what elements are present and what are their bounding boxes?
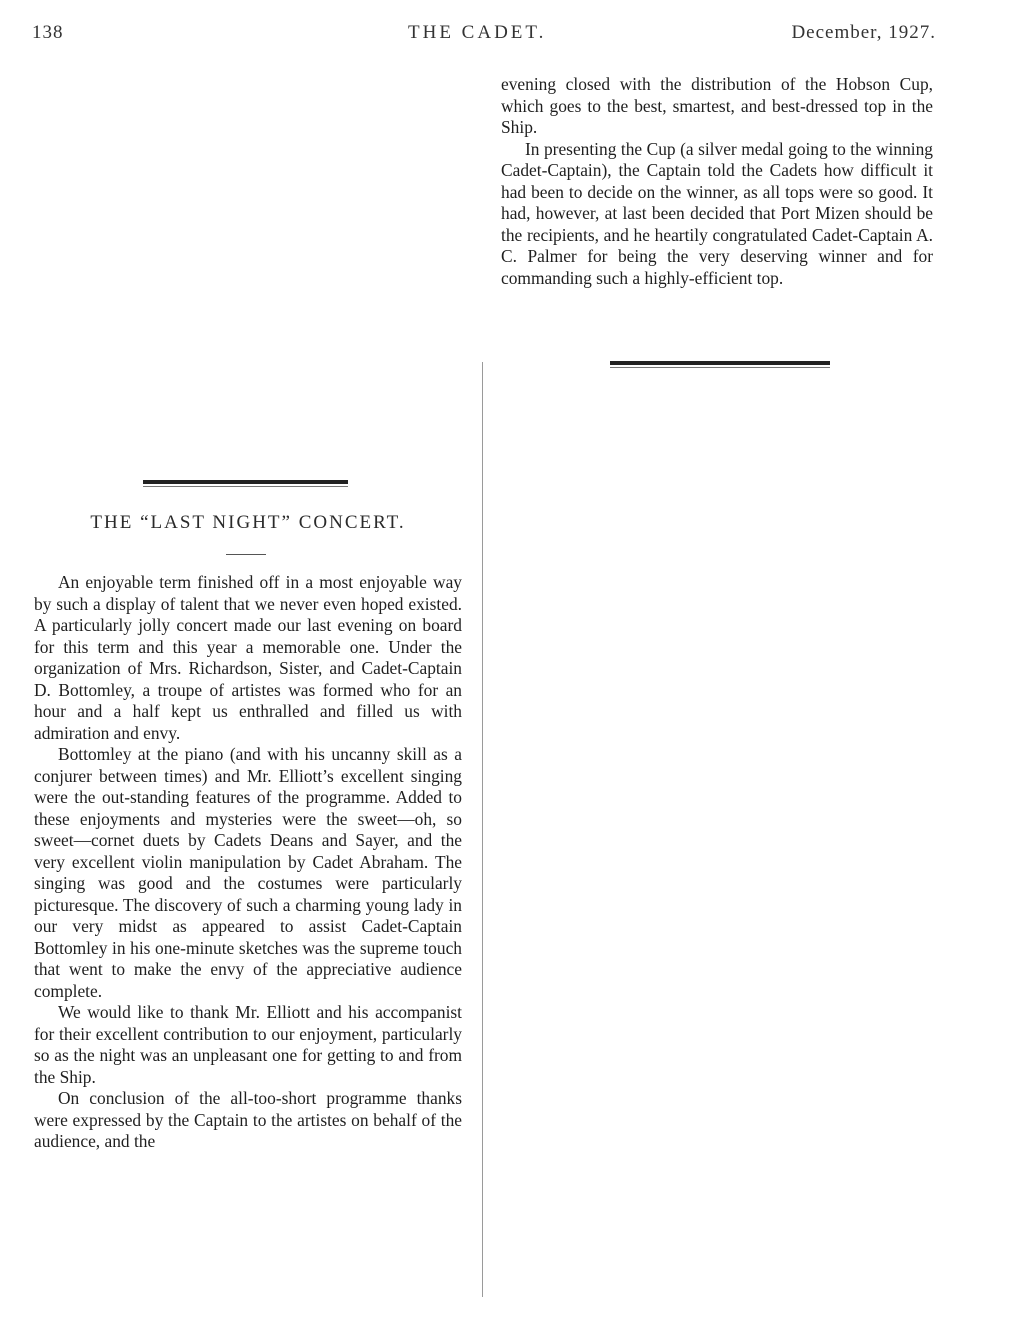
heading-underline [226,554,266,555]
paragraph: In presenting the Cup (a silver medal going to the winning Cadet-Captain), the Captain told the Cadets how difficult it had been to decide on the winner, as all tops were so good. It had, however, at last been decided that Port Mizen should be the recipients, and he heartily congratulated Cadet-Captain A. C. Palmer for being the very deserving winner and for commanding such a highly-efficient top. [501,138,933,288]
column-divider [482,362,483,1297]
section-divider-rule [610,361,830,365]
paragraph: On conclusion of the all-too-short programme thanks were expressed by the Captain to the artistes on behalf of the audience, and the [34,1088,462,1151]
journal-title: THE CADET. [408,22,547,43]
paragraph: An enjoyable term finished off in a most enjoyable way by such a display of talent that we never even hoped existed. A particularly jolly concert made our last evening on board for this term and this year a memorable one. Under the organization of Mrs. Richardson, Sister, and Cadet-Captain D. Bottomley, a troupe of artistes was formed who for an hour and a half kept us enthralled and filled us with admiration and envy. [34,572,462,743]
paragraph-continued: evening closed with the distribution of the Hobson Cup, which goes to the best, smartest, and best-dressed top in the Ship. [501,74,933,137]
issue-date: December, 1927. [791,22,936,43]
article-heading: THE “LAST NIGHT” CONCERT. [90,512,406,533]
page-number: 138 [32,22,64,43]
right-column [501,74,933,289]
section-divider-rule [143,480,348,484]
paragraph: Bottomley at the piano (and with his uncanny skill as a conjurer between times) and Mr. Elliott’s excellent singing were the out-standing features of the programme. Added to these enjoyments and mysteries were the sweet—oh, so sweet—cornet duets by Cadets Deans and Sayer, and the very excellent violin manipulation by Cadet Abraham. The singing was good and the costumes were particularly picturesque. The discovery of such a charming young lady in our very midst as appeared to assist Cadet-Captain Bottomley in his one-minute sketches was the supreme touch that went to make the envy of the appreciative audience complete. [34,744,462,1001]
paragraph: We would like to thank Mr. Elliott and his accompanist for their excellent contribution to our enjoyment, particularly so as the night was an unpleasant one for getting to and from the Ship. [34,1002,462,1087]
article-body [34,572,462,1153]
